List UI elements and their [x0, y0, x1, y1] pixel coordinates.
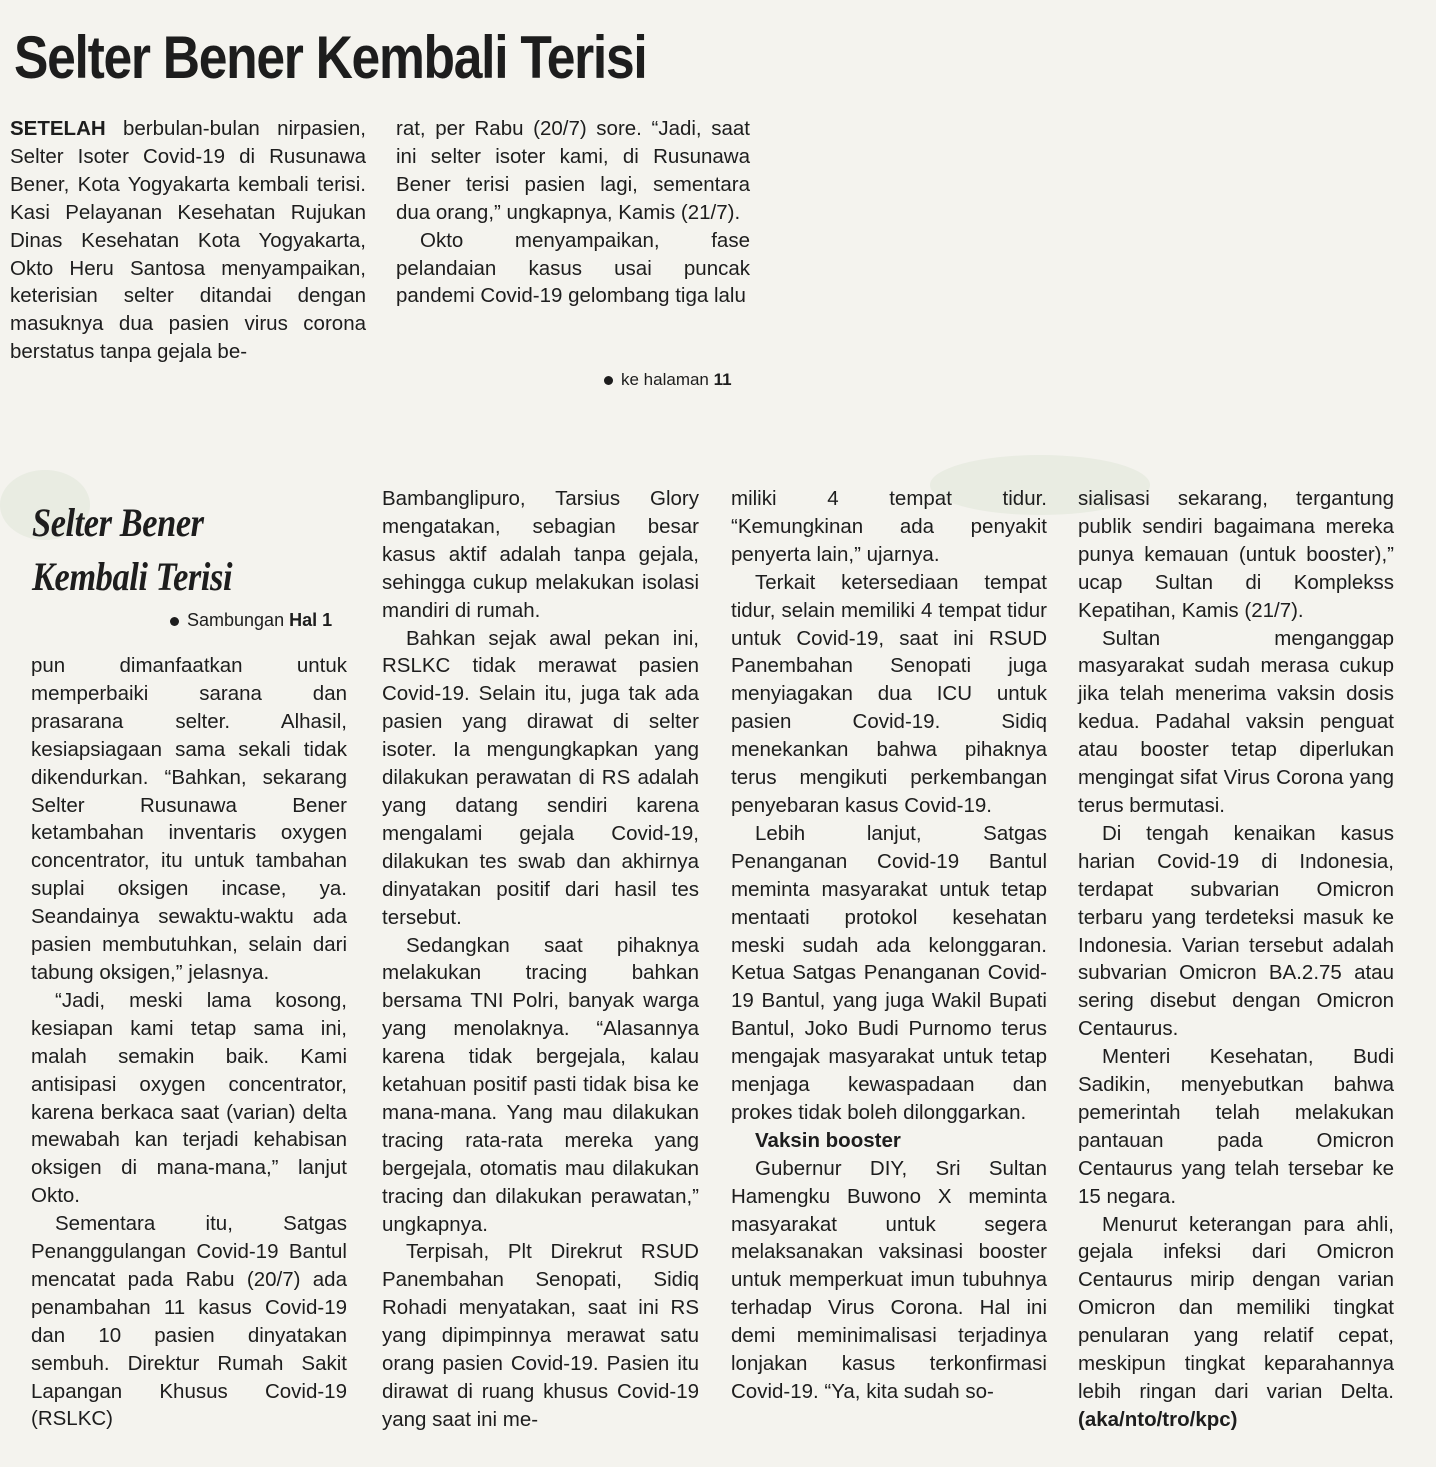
body-paragraph: sialisasi sekarang, tergantung publik sendiri bagaimana mereka punya kemauan (untuk booster),” ucap Sultan di Komplekss Kepatihan, Kamis (21/7). — [1078, 487, 1394, 622]
body-paragraph: Gubernur DIY, Sri Sultan Hamengku Buwono X meminta masyarakat untuk segera melaksanakan vaksinasi booster untuk memperkuat imun tubuhnya terhadap Virus Corona. Hal ini demi meminimalisasi terjadinya lonjakan kasus terkonfirmasi Covid-19. “Ya, kita sudah so- — [731, 1156, 1047, 1403]
body-column-2 — [382, 485, 699, 1434]
bullet-icon — [604, 376, 613, 385]
continuation-title — [32, 496, 232, 604]
lead-column-1 — [10, 115, 366, 366]
body-paragraph: Terpisah, Plt Direkrut RSUD Panembahan Senopati, Sidiq Rohadi menyatakan, saat ini RS yang dipimpinnya merawat satu orang pasien Covid-19. Pasien itu dirawat di ruang khusus Covid-19 yang saat ini me- — [382, 1240, 699, 1431]
bullet-icon — [170, 617, 179, 626]
lead-word: SETELAH — [10, 117, 106, 140]
body-paragraph: pun dimanfaatkan untuk memperbaiki sarana dan prasarana selter. Alhasil, kesiapsiagaan sama sekali tidak dikendurkan. “Bahkan, sekarang Selter Rusunawa Bener ketambahan inventaris oxygen concentrator, itu untuk tambahan suplai oksigen incase, ya. Seandainya sewaktu-waktu ada pasien membutuhkan, selain dari tabung oksigen,” jelasnya. — [31, 654, 347, 984]
lead-paragraph: rat, per Rabu (20/7) sore. “Jadi, saat ini selter isoter kami, di Rusunawa Bener terisi pasien lagi, sementara dua orang,” ungkapnya, Kamis (21/7). — [396, 117, 750, 224]
continue-link[interactable] — [604, 370, 732, 390]
body-column-4 — [1078, 485, 1394, 1434]
body-column-1 — [31, 652, 347, 1433]
credit: (aka/nto/tro/kpc) — [1078, 1407, 1238, 1431]
lead-paragraph — [10, 115, 366, 366]
lead-paragraph: Okto menyampaikan, fase pelandaian kasus usai puncak pandemi Covid-19 gelombang tiga lalu — [396, 228, 750, 308]
continuation-title-line: Selter Bener — [32, 500, 204, 545]
body-column-3 — [731, 485, 1047, 1406]
headline: Selter Bener Kembali Terisi — [14, 24, 647, 91]
body-paragraph: Bahkan sejak awal pekan ini, RSLKC tidak merawat pasien Covid-19. Selain itu, juga tak ada pasien yang dirawat di selter isoter. Ia mengungkapkan yang dilakukan perawatan di RS adalah yang datang sendiri karena mengalami gejala Covid-19, dilakukan tes swab dan akhirnya dinyatakan positif dari hasil tes tersebut. — [382, 626, 699, 929]
body-paragraph: “Jadi, meski lama kosong, kesiapan kami tetap sama ini, malah semakin baik. Kami antisipasi oxygen concentrator, karena berkaca saat (varian) delta mewabah kan terjadi kehabisan oksigen di mana-mana,” lanjut Okto. — [31, 988, 347, 1208]
lead-column-2 — [396, 115, 750, 310]
body-paragraph: miliki 4 tempat tidur. “Kemungkinan ada penyakit penyerta lain,” ujarnya. — [731, 487, 1047, 566]
body-paragraph: Sultan menganggap masyarakat sudah merasa cukup jika telah menerima vaksin dosis kedua. Padahal vaksin penguat atau booster tetap diperlukan mengingat sifat Virus Corona yang terus bermutasi. — [1078, 626, 1394, 817]
continue-text: ke halaman — [621, 370, 709, 389]
body-paragraph: Di tengah kenaikan kasus harian Covid-19 di Indonesia, terdapat subvarian Omicron terbaru yang terdeteksi masuk ke Indonesia. Varian tersebut adalah subvarian Omicron BA.2.75 atau sering disebut dengan Omicron Centaurus. — [1078, 821, 1394, 1041]
body-text: Menurut keterangan para ahli, gejala infeksi dari Omicron Centaurus mirip dengan varian Omicron dan memiliki tingkat penularan yang relatif cepat, meskipun tingkat keparahannya lebih ringan dari varian Delta. — [1078, 1212, 1394, 1403]
sambungan-page: Hal 1 — [289, 610, 333, 630]
sambungan-label — [170, 610, 332, 631]
body-paragraph: Sementara itu, Satgas Penanggulangan Covid-19 Bantul mencatat pada Rabu (20/7) ada penambahan 11 kasus Covid-19 dan 10 pasien dinyatakan sembuh. Direktur Rumah Sakit Lapangan Khusus Covid-19 (RSLKC) — [31, 1212, 347, 1431]
continuation-title-line: Kembali Terisi — [32, 554, 233, 599]
body-paragraph: Lebih lanjut, Satgas Penanganan Covid-19 Bantul meminta masyarakat untuk tetap mentaati protokol kesehatan meski sudah ada kelonggaran. Ketua Satgas Penanganan Covid-19 Bantul, yang juga Wakil Bupati Bantul, Joko Budi Purnomo terus mengajak masyarakat untuk tetap menjaga kewaspadaan dan prokes tidak boleh dilonggarkan. — [731, 821, 1047, 1124]
sambungan-text: Sambungan — [187, 610, 285, 630]
continue-page: 11 — [713, 370, 732, 389]
body-paragraph: Menteri Kesehatan, Budi Sadikin, menyebutkan bahwa pemerintah telah melakukan pantauan pada Omicron Centaurus yang telah tersebar ke 15 negara. — [1078, 1045, 1394, 1208]
body-paragraph — [1078, 1211, 1394, 1434]
lead-text: berbulan-bulan nirpasien, Selter Isoter Covid-19 di Rusunawa Bener, Kota Yogyakarta kembali terisi. Kasi Pelayanan Kesehatan Rujukan Dinas Kesehatan Kota Yogyakarta, Okto Heru Santosa menyampaikan, keterisian selter ditandai dengan masuknya dua pasien virus corona berstatus tanpa gejala be- — [10, 117, 366, 364]
body-paragraph: Terkait ketersediaan tempat tidur, selain memiliki 4 tempat tidur untuk Covid-19, saat ini RSUD Panembahan Senopati juga menyiagakan dua ICU untuk pasien Covid-19. Sidiq menekankan bahwa pihaknya terus mengikuti perkembangan penyebaran kasus Covid-19. — [731, 570, 1047, 817]
subhead: Vaksin booster — [755, 1128, 901, 1152]
body-paragraph: Bambanglipuro, Tarsius Glory mengatakan, sebagian besar kasus aktif adalah tanpa gejala, sehingga cukup melakukan isolasi mandiri di rumah. — [382, 487, 699, 622]
body-paragraph: Sedangkan saat pihaknya melakukan tracing bahkan bersama TNI Polri, banyak warga yang menolaknya. “Alasannya karena tidak bergejala, kalau ketahuan positif pasti tidak bisa ke mana-mana. Yang mau dilakukan tracing rata-rata mereka yang bergejala, otomatis mau dilakukan tracing dan dilakukan perawatan,” ungkapnya. — [382, 933, 699, 1236]
